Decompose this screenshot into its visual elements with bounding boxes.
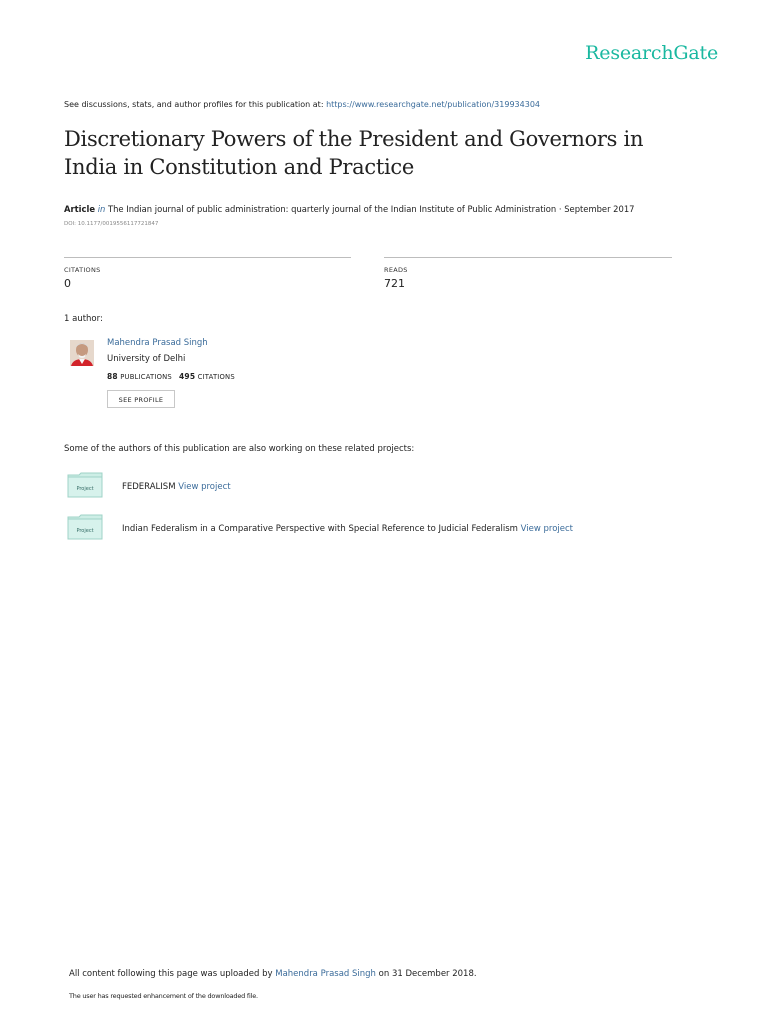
upload-note bbox=[69, 969, 477, 979]
page-title: Discretionary Powers of the President and Governors in India in Constitution and Practice bbox=[64, 127, 644, 179]
uploader-link[interactable]: Mahendra Prasad Singh bbox=[275, 969, 376, 979]
authors-heading: 1 author: bbox=[64, 314, 103, 324]
author-name-link[interactable]: Mahendra Prasad Singh bbox=[107, 338, 208, 348]
project-folder-icon bbox=[67, 472, 103, 498]
author-institution: University of Delhi bbox=[107, 354, 186, 364]
enhancement-note: The user has requested enhancement of the downloaded file. bbox=[69, 992, 258, 1000]
project-folder-icon bbox=[67, 514, 103, 540]
folder-label: Project bbox=[76, 528, 94, 534]
reads-label: READS bbox=[384, 266, 408, 274]
upload-note-prefix: All content following this page was uploaded by bbox=[69, 969, 273, 979]
journal-name: The Indian journal of public administration: quarterly journal of the Indian Institute of Public Administration · September 2017 bbox=[108, 204, 635, 214]
reads-value: 721 bbox=[384, 277, 405, 290]
author-citations-count: 495 bbox=[179, 372, 196, 381]
citations-label: CITATIONS bbox=[64, 266, 101, 274]
publications-count: 88 bbox=[107, 372, 118, 381]
discussion-note bbox=[64, 100, 540, 109]
project-text bbox=[122, 482, 231, 492]
author-photo-icon bbox=[70, 340, 94, 366]
doi-text: DOI: 10.1177/0019556117721847 bbox=[64, 221, 159, 227]
view-project-link[interactable]: View project bbox=[178, 482, 231, 492]
article-meta bbox=[64, 204, 635, 214]
citations-divider bbox=[64, 257, 351, 258]
avatar[interactable] bbox=[70, 340, 94, 366]
project-name: FEDERALISM bbox=[122, 482, 176, 492]
upload-note-suffix: on 31 December 2018. bbox=[378, 969, 477, 979]
researchgate-logo[interactable]: ResearchGate bbox=[585, 42, 718, 64]
project-item bbox=[67, 514, 103, 544]
publications-label: PUBLICATIONS bbox=[120, 373, 172, 381]
see-profile-button[interactable]: SEE PROFILE bbox=[107, 390, 175, 408]
discussion-note-text: See discussions, stats, and author profiles for this publication at: bbox=[64, 100, 324, 109]
reads-divider bbox=[384, 257, 672, 258]
view-project-link[interactable]: View project bbox=[520, 524, 573, 534]
author-citations-label: CITATIONS bbox=[197, 373, 235, 381]
folder-label: Project bbox=[76, 486, 94, 492]
project-text bbox=[122, 524, 573, 534]
article-type: Article bbox=[64, 204, 96, 214]
citations-value: 0 bbox=[64, 277, 71, 290]
author-stats bbox=[107, 372, 235, 381]
in-word: in bbox=[97, 204, 106, 214]
projects-heading: Some of the authors of this publication are also working on these related projects: bbox=[64, 444, 415, 454]
publication-url-link[interactable]: https://www.researchgate.net/publication/319934304 bbox=[326, 100, 540, 109]
project-item bbox=[67, 472, 103, 502]
project-name: Indian Federalism in a Comparative Perspective with Special Reference to Judicial Federalism bbox=[122, 524, 518, 534]
